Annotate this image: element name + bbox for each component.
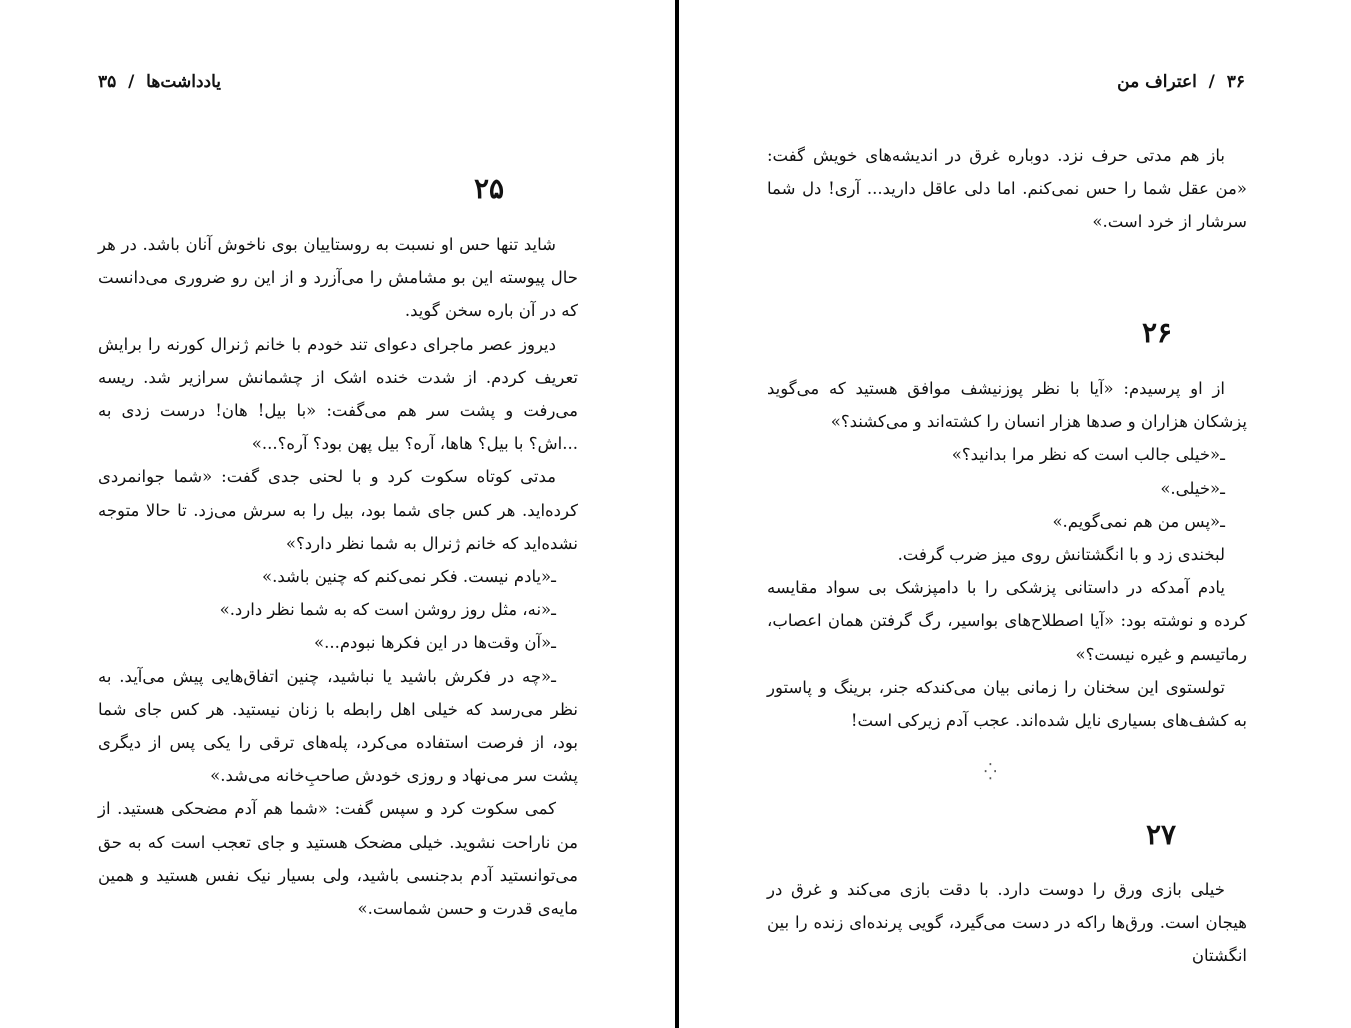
page-number: ۳۵ [98,72,117,92]
paragraph: ـ«چه در فکرش باشید یا نباشید، چنین اتفاق‌هایی پیش می‌آید. به نظر می‌رسد که خیلی اهل رابطه با زنان نیستید. هر کس جای شما بود، از فرصت استفاده می‌کرد، پله‌های ترقی را یکی پس از دیگری پشت سر می‌نهاد و روزی خودش صاحبِ‌خانه می‌شد.» [98,666,578,786]
header-title: اعتراف من [1117,72,1197,92]
dialog-line: ـ«خیلی.» [1160,478,1225,498]
dialog-line: ـ«نه، مثل روز روشن است که به شما نظر دارد.» [219,600,556,620]
stray-mark: ⁛ [984,762,997,781]
paragraph: باز هم مدتی حرف نزد. دوباره غرق در اندیشه‌های خویش گفت: «من عقل شما را حس نمی‌کنم. اما دلی عاقل دارید... آری! دل شما سرشار از خرد است.» [767,146,1247,232]
body-text [98,228,578,925]
header-separator: / [128,72,135,92]
dialog-line: ـ«پس من هم نمی‌گویم.» [1052,511,1225,531]
paragraph: یادم آمدکه در داستانی پزشکی را با دامپزشک بی سواد مقایسه کرده و نوشته بود: «آیا اصطلاح‌های بواسیر، رگ گرفتن همان اعصاب، رماتیسم و غیره نیست؟» [767,578,1247,664]
chapter-26-text [767,372,1247,737]
chapter-27-text [767,873,1247,973]
running-header [1117,72,1245,92]
paragraph: مدتی کوتاه سکوت کرد و با لحنی جدی گفت: «شما جوانمردی کرده‌اید. هر کس جای شما بود، بیل را به سرش می‌زد. تا حالا متوجه نشده‌اید که خانم ژنرال به شما نظر دارد؟» [98,467,578,553]
dialog-line: ـ«یادم نیست. فکر نمی‌کنم که چنین باشد.» [262,567,556,587]
intro-text [767,139,1247,239]
chapter-number: ۲۵ [474,172,505,205]
header-title: یادداشت‌ها [146,72,222,92]
header-separator: / [1208,72,1215,92]
paragraph: دیروز عصر ماجرای دعوای تند خودم با خانم ژنرال کورنه را برایش تعریف کردم. از شدت خنده اشک از چشمانش سرازیر شد. ریسه می‌رفت و پشت سر هم می‌گفت: «با بیل! هان! درست زدی به ...اش؟ با بیل؟ هاها، آره؟ بیل پهن بود؟ آره؟...» [98,334,578,454]
dialog-line: ـ«آن وقت‌ها در این فکرها نبودم...» [313,633,556,653]
paragraph: خیلی بازی ورق را دوست دارد. با دقت بازی می‌کند و غرق در هیجان است. ورق‌ها راکه در دست می‌گیرد، گویی پرنده‌ای زنده را بین انگشتان [767,880,1247,966]
paragraph: کمی سکوت کرد و سپس گفت: «شما هم آدم مضحکی هستید. از من ناراحت نشوید. خیلی مضحک هستید و جای تعجب است که به حق می‌توانستید آدم بدجنسی باشید، ولی بسیار نیک نفس هستید و همین مایه‌ی قدرت و حسن شماست.» [98,799,578,919]
paragraph: شاید تنها حس او نسبت به روستاییان بوی ناخوش آنان باشد. در هر حال پیوسته این بو مشامش را می‌آزرد و از این رو ضروری می‌دانست که در آن باره سخن گوید. [98,235,578,321]
paragraph: از او پرسیدم: «آیا با نظر پوزنیشف موافق هستید که می‌گوید پزشکان هزاران و صدها هزار انسان را کشته‌اند و می‌کشند؟» [767,379,1247,432]
chapter-number: ۲۷ [1146,818,1177,851]
chapter-number: ۲۶ [1142,316,1173,349]
running-header [98,72,221,92]
paragraph: تولستوی این سخنان را زمانی بیان می‌کندکه جنر، برینگ و پاستور به کشف‌های بسیاری نایل شده‌اند. عجب آدم زیرکی است! [767,677,1247,731]
page-number: ۳۶ [1226,72,1245,92]
paragraph: لبخندی زد و با انگشتانش روی میز ضرب گرفت. [897,545,1225,565]
dialog-line: ـ«خیلی جالب است که نظر مرا بدانید؟» [951,445,1225,465]
